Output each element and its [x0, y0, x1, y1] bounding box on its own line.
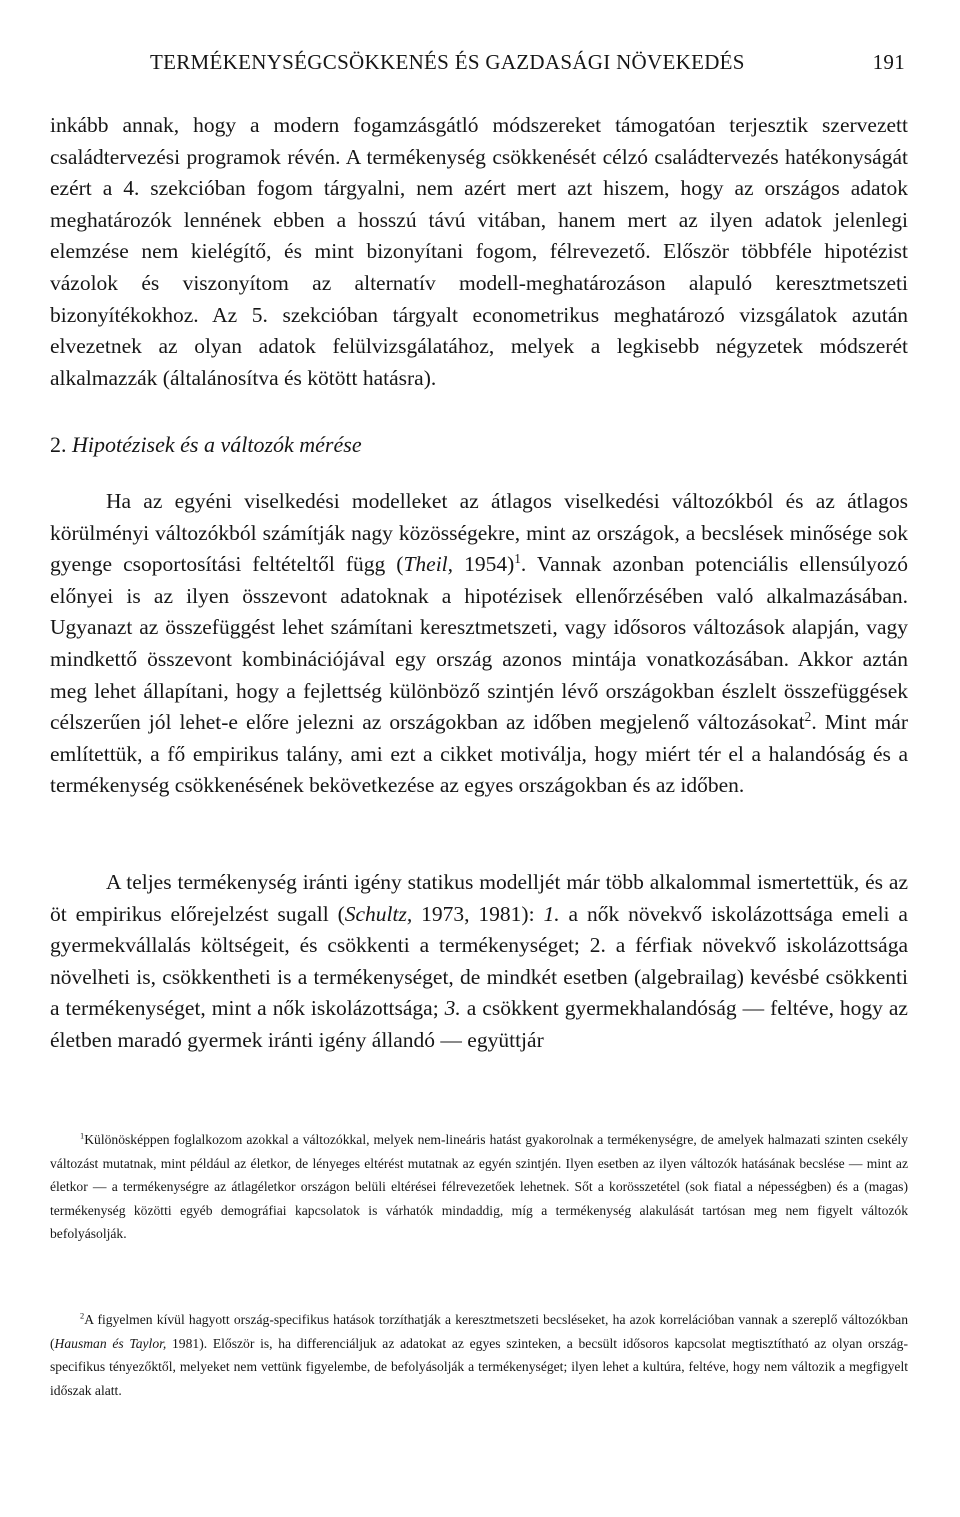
footnote-1-body: Különösképpen foglalkozom azokkal a változókkal, melyek nem-lineáris hatást gyakorolnak a termékenységre, de amelyek halmazati szinten csekély változást mutatnak, mint például az életkor, de lényeges eltérést mutatnak az egyén szintjén. Ilyen esetben az ilyen változók hatásának becslése — mint az életkor — a termékenységre az átlagéletkor országon belüli eltérései félrevezetőek lehetnek. Sőt a korösszetétel (sok fiatal a népességben) és a (magas) termékenység közötti egyéb demográfiai kapcsolatok is várhatók mindaddig, míg a termékenység alakulását tartósan meg nem figyelt változók befolyásolják. [50, 1132, 908, 1242]
citation-schultz: Schultz, [344, 901, 413, 926]
p2-item-1: a nők növekvő iskolázottsága emeli a gyermekvállalás költségeit, és csökkenti a termékenységet; 2. a férfiak növekvő iskolázottsága növelheti is, csökkentheti is a termékenységet, de mindkét esetben (algebrailag) kevésbé csökkenti a termékenységet, mint a nők iskolázottsága; [50, 901, 908, 1021]
p1-text-c: . Vannak azonban potenciális ellensúlyozó előnyei is az ilyen összevont adatoknak a hipotézisek ellenőrzésében való alkalmazásában. Ugyanazt az összefüggést lehet számítani keresztmetszeti, vagy idősoros változások alapján, vagy mindkettő összevont kombinációjával egy ország azonos mintája vonatkozásában. Akkor aztán meg lehet állapítani, hogy a fejlettség különböző szintjén lévő országokban észlelt összefüggések célszerűen jól lehet-e előre jelezni az országokban az időben megjelenő változásokat [50, 552, 908, 735]
p1-text-a: Ha az egyéni viselkedési modelleket az átlagos viselkedési változókból és az átlagos körülményi változókból számítják nagy közösségekre, mint az országok, a becslések minősége sok gyenge csoportosítási feltételtől függ ( [50, 489, 908, 577]
footnote-2-text [50, 1308, 908, 1402]
footnote-1-text [50, 1128, 908, 1246]
running-header-title: TERMÉKENYSÉGCSÖKKENÉS ÉS GAZDASÁGI NÖVEKEDÉS [150, 50, 745, 74]
section-title: Hipotézisek és a változók mérése [72, 432, 362, 457]
p2-item-3: a csökkent gyermekhalandóság — feltéve, hogy az életben maradó gyermek iránti igény állandó — együttjár [50, 996, 908, 1052]
body-paragraph-2-text [50, 867, 908, 1057]
footnote-2 [50, 1308, 908, 1402]
p2-text-a: A teljes termékenység iránti igény statikus modelljét már több alkalommal ismertettük, és az öt empirikus előrejelzést sugall ( [50, 870, 908, 926]
page-number: 191 [872, 50, 905, 74]
intro-paragraph [50, 110, 908, 394]
p1-text-b: 1954) [453, 552, 515, 577]
footnote-ref-2[interactable]: 2 [804, 709, 812, 724]
footnote-2-body-a: A figyelmen kívül hagyott ország-specifikus hatások torzíthatják a keresztmetszeti becsléseket, ha azok korrelációban vannak a szereplő változókban ( [50, 1312, 908, 1351]
list-number-1: 1. [543, 901, 560, 926]
citation-theil: Theil, [403, 552, 454, 577]
footnote-2-mark: 2 [80, 1310, 85, 1321]
p2-text-b: 1973, 1981): [412, 901, 544, 926]
body-paragraph-2 [50, 867, 908, 1057]
intro-paragraph-text: inkább annak, hogy a modern fogamzásgátló módszereket támogatóan terjesztik szervezett családtervezési programok révén. A termékenység csökkenését célzó családtervezés hatékonyságát ezért a 4. szekcióban fogom tárgyalni, nem azért mert azt hiszem, hogy az országos adatok meghatározók lennének ebben a hosszú távú vitában, hanem mert az ilyen adatok jelenlegi elemzése nem kielégítő, és mint bizonyítani fogom, félrevezető. Először többféle hipotézist vázolok és viszonyítom az alternatív modell-meghatározáson alapuló keresztmetszeti bizonyítékokhoz. Az 5. szekcióban tárgyalt econometrikus meghatározó vizsgálatok azután elvezetnek az olyan adatok felülvizsgálatához, melyek a legkisebb négyzetek módszerét alkalmazzák (általánosítva és kötött hatásra). [50, 113, 908, 390]
running-header [150, 50, 905, 80]
footnote-ref-1[interactable]: 1 [514, 551, 521, 567]
section-heading [50, 432, 362, 458]
citation-hausman-taylor: Hausman és Taylor, [54, 1335, 167, 1351]
p1-text-d: . Mint már említettük, a fő empirikus talány, ami ezt a cikket motiválja, hogy miért tér el a halandóság és a termékenység csökkenésének bekövetkezése az egyes országokban és az időben. [50, 710, 908, 798]
footnote-2-body-b: 1981). Először is, ha differenciáljuk az adatokat az egyes szinteken, a becsült idősoros kapcsolat megtisztítható az olyan ország-specifikus tényezőktől, melyeket nem vettünk figyelembe, de befolyásolják a termékenységet; ilyen lehet a kultúra, feltéve, hogy nem változik a megfigyelt időszak alatt. [50, 1335, 908, 1398]
footnote-1-mark: 1 [80, 1130, 85, 1141]
body-paragraph-1 [50, 486, 908, 802]
list-number-3: 3. [444, 996, 461, 1021]
footnote-1 [50, 1128, 908, 1246]
section-number: 2. [50, 432, 67, 457]
body-paragraph-1-text [50, 486, 908, 802]
